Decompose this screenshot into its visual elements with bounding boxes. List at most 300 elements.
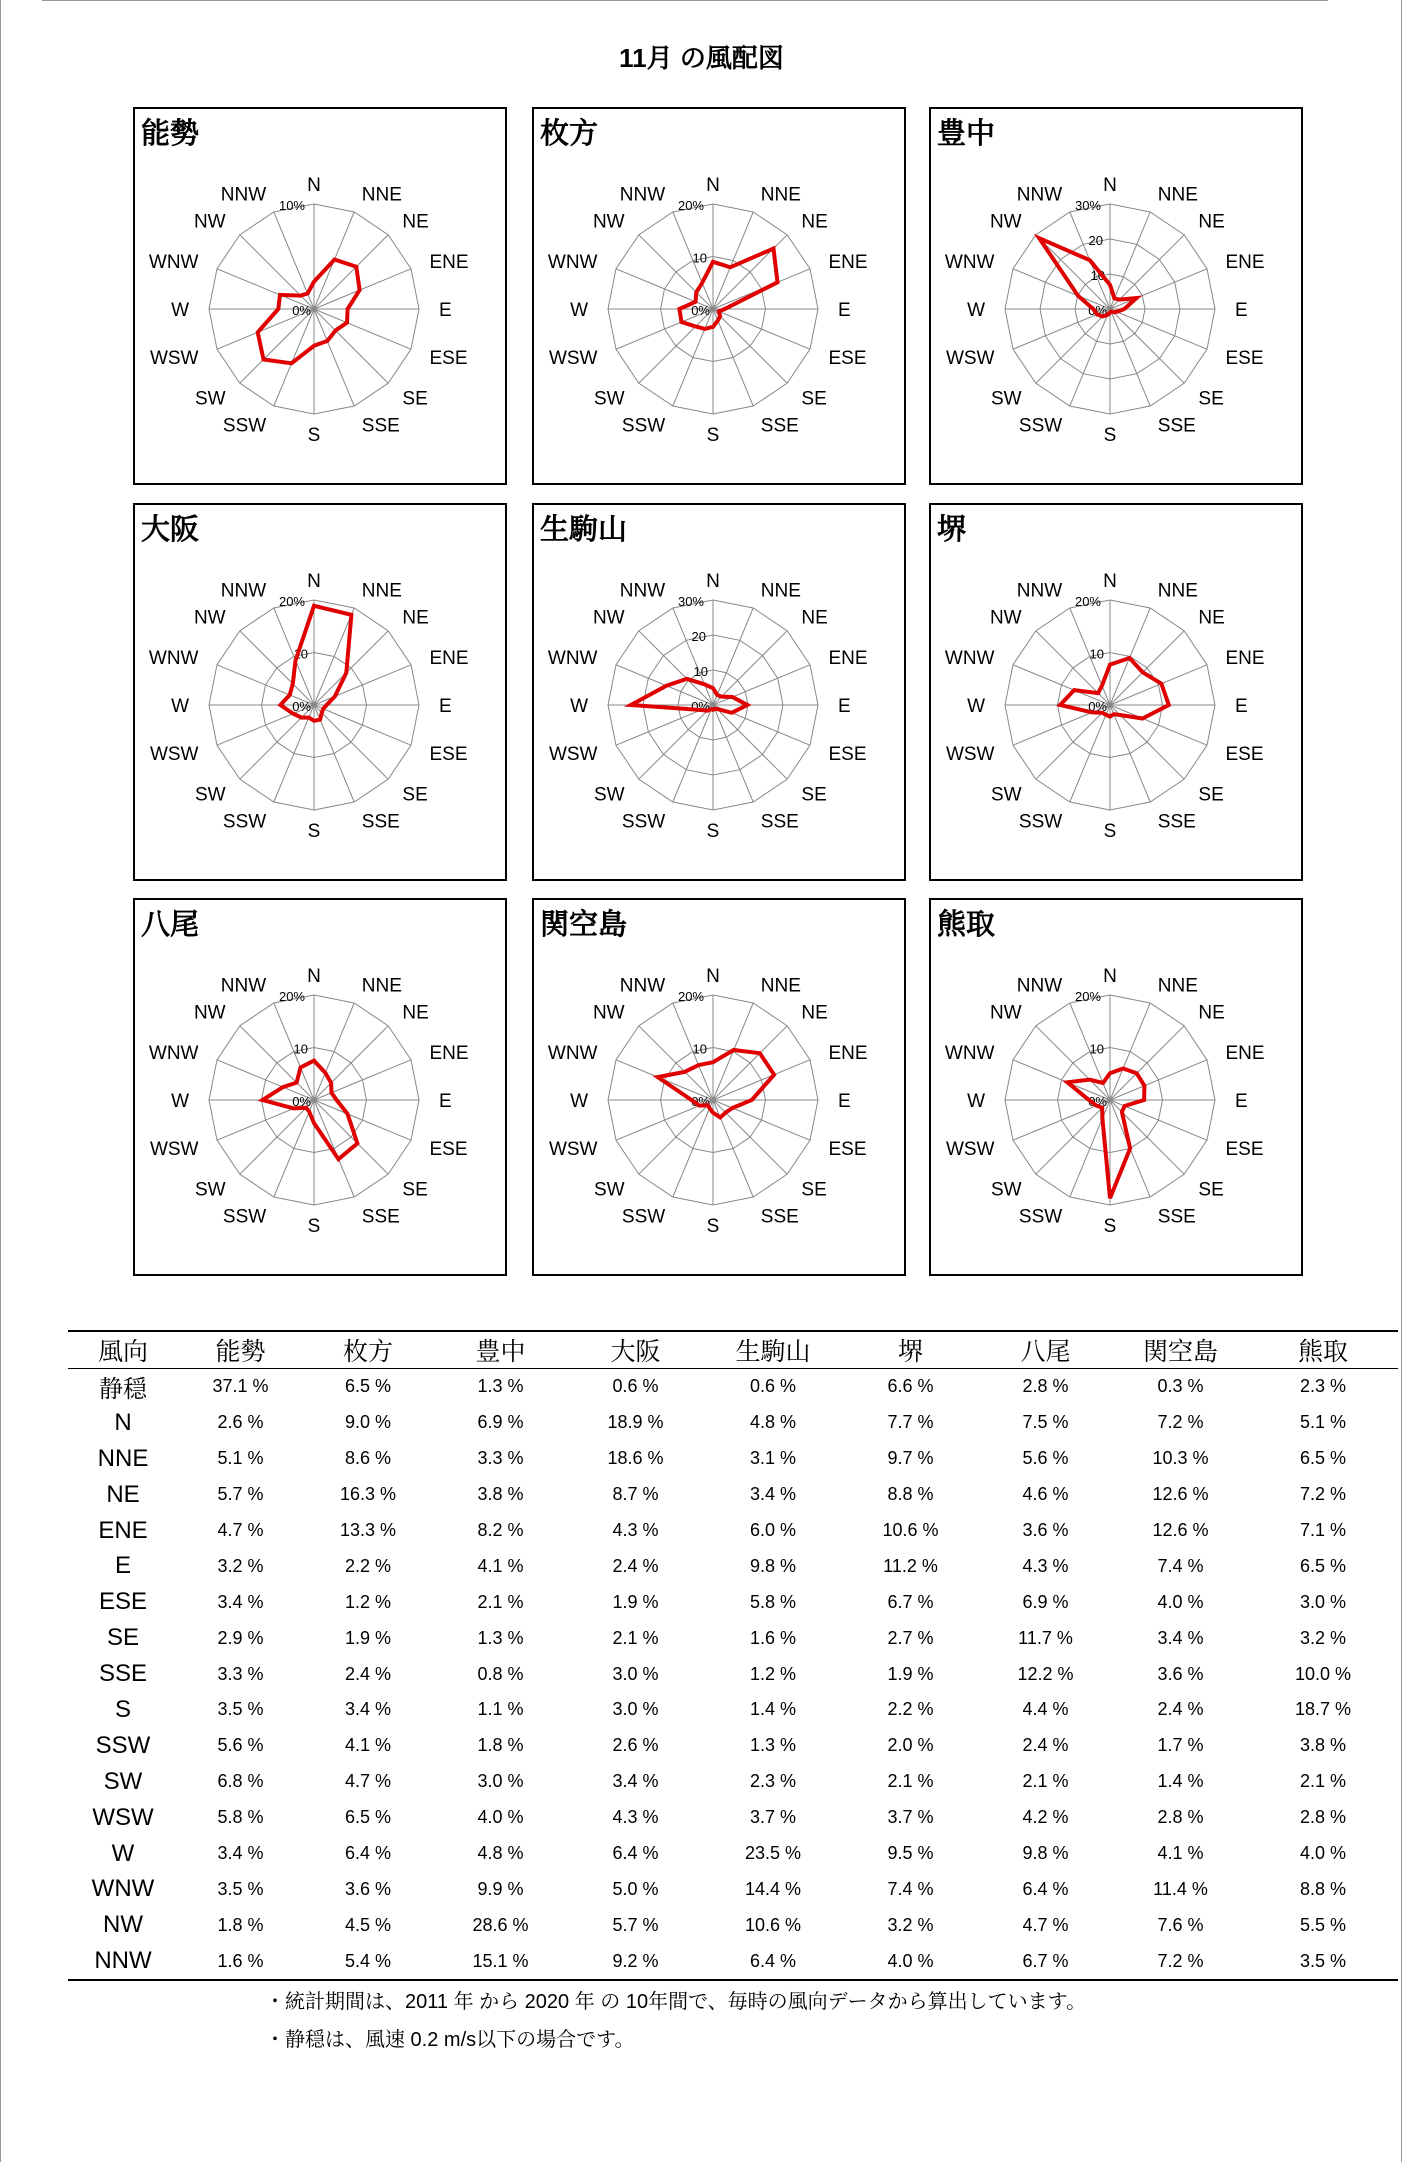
value-cell: 4.3 % <box>612 1807 659 1828</box>
direction-label: SW <box>593 1179 625 1201</box>
value-cell: 11.4 % <box>1153 1878 1208 1899</box>
station-name: 八尾 <box>141 909 200 941</box>
value-cell: 3.6 % <box>344 1878 392 1899</box>
direction-label: SSE <box>361 415 400 437</box>
direction-label: S <box>307 821 321 842</box>
value-cell: 3.5 % <box>217 1878 264 1899</box>
grid-spoke <box>713 1100 787 1174</box>
value-cell: 18.6 % <box>607 1448 664 1469</box>
table-row <box>68 1656 1398 1692</box>
direction-label: SW <box>194 784 226 806</box>
value-cell: 5.7 % <box>612 1914 659 1935</box>
value-cell: 5.4 % <box>303 1943 433 1980</box>
ring-label: 10% <box>278 198 305 213</box>
value-cell: 12.6 % <box>1152 1484 1209 1505</box>
value-cell: 6.5 % <box>344 1807 392 1828</box>
ring-label: 10 <box>1089 646 1104 662</box>
value-cell: 3.5 % <box>1248 1943 1398 1980</box>
value-cell: 4.0 % <box>843 1943 978 1980</box>
value-cell: 6.4 % <box>344 1843 392 1864</box>
direction-label: E <box>838 696 851 717</box>
station-name: 堺 <box>937 514 967 546</box>
value-cell: 1.3 % <box>477 1627 524 1648</box>
value-cell: 9.9 % <box>477 1878 524 1899</box>
direction-label: S <box>307 1216 321 1237</box>
column-header-station: 能勢 <box>178 1331 303 1369</box>
value-cell: 2.1 % <box>1022 1771 1069 1792</box>
direction-label: W <box>570 300 588 321</box>
direction-label: SE <box>801 784 827 806</box>
value-cell: 5.8 % <box>749 1591 797 1612</box>
direction-label: WNW <box>148 1043 199 1065</box>
value-cell: 10.0 % <box>1294 1663 1352 1684</box>
ring-label: 0% <box>691 699 710 714</box>
ring-label: 30% <box>1074 198 1101 213</box>
direction-label: WSW <box>945 743 995 765</box>
value-cell: 3.4 % <box>749 1484 797 1505</box>
value-cell: 1.1 % <box>477 1699 524 1720</box>
value-cell: 2.7 % <box>887 1627 934 1648</box>
value-cell: 6.6 % <box>887 1376 934 1397</box>
value-cell: 0.3 % <box>1157 1376 1204 1397</box>
value-cell: 2.8 % <box>1022 1376 1069 1397</box>
value-cell: 3.4 % <box>217 1843 264 1864</box>
station-name: 生駒山 <box>540 514 628 546</box>
value-cell: 9.7 % <box>887 1448 934 1469</box>
value-cell: 4.0 % <box>1157 1591 1204 1612</box>
value-cell: 6.5 % <box>1299 1448 1347 1469</box>
direction-label: N <box>1103 175 1117 196</box>
grid-spoke <box>1110 1026 1184 1100</box>
direction-label: NNE <box>1157 975 1198 997</box>
direction-label: NNE <box>361 975 402 997</box>
direction-label: NE <box>1198 211 1225 233</box>
value-cell: 4.2 % <box>1022 1807 1069 1828</box>
direction-label: NE <box>402 607 429 629</box>
value-cell: 3.8 % <box>1299 1735 1347 1756</box>
direction-cell: N <box>114 1408 132 1436</box>
value-cell: 2.8 % <box>1157 1807 1204 1828</box>
wind-rose-panel <box>929 107 1303 485</box>
direction-cell: W <box>111 1839 135 1867</box>
table-row <box>68 1477 1398 1513</box>
value-cell: 16.3 % <box>339 1484 397 1505</box>
top-border <box>42 0 1328 1</box>
grid-spoke <box>240 309 314 383</box>
direction-label: WSW <box>548 347 598 369</box>
direction-label: SSE <box>760 415 799 437</box>
direction-label: SE <box>402 784 428 806</box>
column-header-station: 大阪 <box>568 1331 703 1369</box>
direction-label: SW <box>593 388 625 410</box>
table-row <box>68 1584 1398 1620</box>
value-cell: 3.6 % <box>1022 1520 1069 1540</box>
direction-label: SSW <box>222 415 267 437</box>
direction-label: E <box>1235 696 1248 717</box>
value-cell: 5.7 % <box>217 1484 264 1505</box>
value-cell: 3.6 % <box>1157 1663 1204 1684</box>
direction-label: NE <box>1198 1002 1225 1024</box>
value-cell: 4.5 % <box>344 1914 392 1935</box>
table-row <box>68 1513 1398 1549</box>
footnotes <box>265 1983 1086 2059</box>
value-cell: 3.3 % <box>217 1663 264 1684</box>
value-cell: 3.4 % <box>1157 1627 1204 1648</box>
value-cell: 5.1 % <box>1299 1412 1347 1433</box>
grid-spoke <box>713 1026 787 1100</box>
table-row <box>68 1728 1398 1764</box>
value-cell: 10.6 % <box>744 1914 802 1935</box>
direction-label: SE <box>402 388 428 410</box>
ring-label: 10 <box>692 1041 707 1057</box>
value-cell: 2.6 % <box>217 1412 264 1433</box>
footnote-calm: ・静穏は、風速 0.2 m/s以下の場合です。 <box>265 2029 635 2051</box>
value-cell: 3.4 % <box>217 1591 264 1612</box>
value-cell: 4.4 % <box>1022 1699 1069 1720</box>
column-header-station: 生駒山 <box>703 1331 843 1369</box>
column-header-direction: 風向 <box>68 1331 178 1369</box>
direction-label: ENE <box>828 1043 868 1065</box>
grid-spoke <box>314 1026 388 1100</box>
direction-label: NW <box>193 211 226 233</box>
direction-label: NNE <box>361 184 402 206</box>
grid-spoke <box>240 1100 314 1174</box>
station-name: 熊取 <box>937 909 996 941</box>
direction-label: WSW <box>945 347 995 369</box>
value-cell: 3.5 % <box>217 1699 264 1720</box>
direction-label: NNE <box>760 184 801 206</box>
value-cell: 3.2 % <box>217 1555 264 1576</box>
table-row <box>68 1405 1398 1441</box>
direction-label: N <box>307 966 321 987</box>
direction-cell: NE <box>106 1480 140 1508</box>
wind-rose-chart <box>135 505 509 883</box>
value-cell: 7.5 % <box>1022 1412 1069 1433</box>
direction-label: ESE <box>1225 1138 1264 1160</box>
direction-label: NNE <box>760 975 801 997</box>
direction-cell: SE <box>106 1624 139 1652</box>
value-cell: 7.2 % <box>1157 1412 1204 1433</box>
direction-label: SSW <box>1018 415 1063 437</box>
direction-label: NW <box>592 211 625 233</box>
value-cell: 3.1 % <box>749 1448 797 1469</box>
ring-label: 10 <box>1090 268 1105 283</box>
value-cell: 5.8 % <box>217 1807 264 1828</box>
value-cell: 12.2 % <box>1017 1663 1074 1684</box>
value-cell: 4.3 % <box>1022 1555 1069 1576</box>
direction-label: N <box>1103 571 1117 592</box>
direction-label: SE <box>801 1179 827 1201</box>
direction-label: WNW <box>944 648 995 670</box>
page-title: 11月 の風配図 <box>619 43 784 73</box>
direction-label: ESE <box>828 1138 867 1160</box>
direction-label: S <box>1103 425 1117 446</box>
ring-label: 0% <box>691 303 710 318</box>
direction-label: SSE <box>361 811 400 833</box>
direction-label: NW <box>592 1002 625 1024</box>
direction-label: ENE <box>429 1043 469 1065</box>
wind-frequency-series <box>1039 238 1136 316</box>
footnote-period: ・統計期間は、2011 年 から 2020 年 の 10年間で、毎時の風向データから算出しています。 <box>265 1991 1087 2013</box>
value-cell: 4.7 % <box>344 1771 392 1792</box>
value-cell: 1.6 % <box>178 1943 303 1980</box>
value-cell: 8.6 % <box>344 1448 392 1469</box>
direction-label: N <box>307 175 321 196</box>
direction-label: NNW <box>220 580 267 602</box>
grid-spoke <box>639 1100 713 1174</box>
grid-spoke <box>713 309 787 383</box>
value-cell: 3.0 % <box>477 1771 524 1792</box>
value-cell: 1.2 % <box>344 1591 392 1612</box>
direction-label: NE <box>1198 607 1225 629</box>
grid-spoke <box>314 631 388 705</box>
column-header-station: 関空島 <box>1113 1331 1248 1369</box>
direction-label: SSE <box>760 811 799 833</box>
value-cell: 1.3 % <box>749 1735 797 1756</box>
value-cell: 4.8 % <box>749 1412 797 1433</box>
direction-label: NW <box>989 607 1022 629</box>
ring-label: 0% <box>292 699 311 714</box>
direction-label: ENE <box>1225 252 1265 274</box>
ring-label: 20% <box>1074 594 1101 609</box>
direction-label: S <box>706 821 720 842</box>
value-cell: 2.6 % <box>612 1735 659 1756</box>
value-cell: 15.1 % <box>433 1943 568 1980</box>
direction-label: SE <box>402 1179 428 1201</box>
direction-cell: WNW <box>91 1875 155 1903</box>
direction-cell: E <box>114 1552 131 1580</box>
value-cell: 7.7 % <box>887 1412 934 1433</box>
direction-label: E <box>439 300 452 321</box>
direction-label: NNW <box>619 580 666 602</box>
ring-label: 0% <box>1088 303 1107 318</box>
direction-label: ESE <box>828 347 867 369</box>
direction-label: N <box>1103 966 1117 987</box>
ring-label: 10 <box>692 250 707 266</box>
direction-label: SE <box>1198 1179 1224 1201</box>
direction-label: W <box>967 696 985 717</box>
value-cell: 0.6 % <box>749 1376 797 1397</box>
direction-label: WNW <box>547 648 598 670</box>
direction-label: NNE <box>760 580 801 602</box>
value-cell: 4.7 % <box>1022 1914 1069 1935</box>
value-cell: 11.2 % <box>883 1555 938 1576</box>
value-cell: 9.8 % <box>749 1555 797 1576</box>
wind-rose-chart <box>534 109 908 487</box>
ring-label: 0% <box>691 1094 710 1109</box>
wind-rose-panel <box>133 503 507 881</box>
direction-label: NW <box>193 607 226 629</box>
station-name: 豊中 <box>937 118 996 150</box>
value-cell: 3.0 % <box>612 1663 659 1684</box>
value-cell: 7.1 % <box>1299 1520 1347 1540</box>
ring-label: 0% <box>292 1094 311 1109</box>
value-cell: 3.7 % <box>749 1807 797 1828</box>
direction-label: S <box>307 425 321 446</box>
grid-spoke <box>1036 1100 1110 1174</box>
direction-label: NW <box>989 211 1022 233</box>
wind-rose-chart <box>534 900 908 1278</box>
value-cell: 2.4 % <box>612 1555 659 1576</box>
value-cell: 3.3 % <box>477 1448 524 1469</box>
grid-spoke <box>639 705 713 779</box>
direction-label: ESE <box>429 1138 468 1160</box>
direction-label: SSW <box>621 1206 666 1228</box>
table-body <box>68 1369 1398 1981</box>
direction-label: WNW <box>547 252 598 274</box>
direction-cell: SSW <box>95 1731 151 1759</box>
direction-label: WSW <box>548 1138 598 1160</box>
station-name: 大阪 <box>141 514 200 546</box>
value-cell: 6.7 % <box>887 1591 934 1612</box>
wind-rose-panel <box>929 503 1303 881</box>
grid-spoke <box>1110 309 1184 383</box>
direction-label: NE <box>801 211 828 233</box>
direction-label: NNW <box>220 184 267 206</box>
value-cell: 3.2 % <box>887 1914 934 1935</box>
direction-label: ESE <box>1225 347 1264 369</box>
direction-label: ENE <box>828 252 868 274</box>
ring-label: 10 <box>293 646 308 662</box>
direction-label: SW <box>194 388 226 410</box>
right-border <box>1401 0 1402 2162</box>
value-cell: 0.8 % <box>477 1663 524 1684</box>
direction-label: WNW <box>148 252 199 274</box>
direction-label: SSE <box>1157 1206 1196 1228</box>
table-row <box>68 1692 1398 1728</box>
value-cell: 8.8 % <box>1299 1878 1347 1899</box>
table-row <box>68 1441 1398 1477</box>
value-cell: 5.1 % <box>217 1448 264 1469</box>
value-cell: 10.6 % <box>882 1520 939 1540</box>
wind-rose-panel <box>133 898 507 1276</box>
station-name: 枚方 <box>540 118 599 150</box>
table-row <box>68 1369 1398 1405</box>
value-cell: 4.8 % <box>477 1843 524 1864</box>
wind-frequency-series <box>631 679 748 713</box>
table-row <box>68 1764 1398 1800</box>
ring-label: 20 <box>1088 233 1103 248</box>
value-cell: 13.3 % <box>339 1520 397 1540</box>
direction-label: WSW <box>149 1138 199 1160</box>
value-cell: 9.8 % <box>1022 1843 1069 1864</box>
wind-rose-chart <box>534 505 908 883</box>
direction-cell: NNW <box>68 1943 178 1980</box>
ring-label: 30% <box>677 594 704 609</box>
table-row <box>68 1943 1398 1980</box>
column-header-station: 堺 <box>843 1331 978 1369</box>
direction-cell: S <box>114 1695 131 1723</box>
value-cell: 5.6 % <box>217 1735 264 1756</box>
direction-cell: NW <box>103 1911 143 1939</box>
value-cell: 4.1 % <box>1157 1843 1204 1864</box>
value-cell: 4.7 % <box>217 1520 264 1540</box>
grid-spoke <box>713 631 787 705</box>
value-cell: 1.3 % <box>477 1376 524 1397</box>
direction-cell: NNE <box>97 1444 149 1472</box>
wind-rose-chart <box>931 109 1305 487</box>
value-cell: 3.0 % <box>612 1699 659 1720</box>
direction-label: NNW <box>220 975 267 997</box>
direction-label: NNW <box>619 184 666 206</box>
value-cell: 8.8 % <box>887 1484 934 1505</box>
wind-rose-chart <box>135 109 509 487</box>
value-cell: 9.5 % <box>887 1843 934 1864</box>
direction-label: SW <box>990 784 1022 806</box>
station-name: 関空島 <box>540 909 628 941</box>
direction-label: W <box>171 1091 189 1112</box>
ring-label: 10 <box>1089 1041 1104 1057</box>
value-cell: 1.8 % <box>217 1914 264 1935</box>
direction-label: E <box>1235 1091 1248 1112</box>
direction-cell: ENE <box>98 1516 148 1544</box>
value-cell: 23.5 % <box>744 1843 802 1864</box>
direction-label: SSE <box>760 1206 799 1228</box>
ring-label: 10 <box>293 1041 308 1057</box>
value-cell: 7.2 % <box>1299 1484 1347 1505</box>
direction-label: NNE <box>1157 184 1198 206</box>
wind-rose-chart <box>135 900 509 1278</box>
direction-label: S <box>706 425 720 446</box>
value-cell: 10.3 % <box>1152 1448 1209 1469</box>
column-header-station: 豊中 <box>433 1331 568 1369</box>
value-cell: 2.1 % <box>477 1591 524 1612</box>
wind-rose-panel <box>532 898 906 1276</box>
direction-label: SSW <box>621 415 666 437</box>
ring-label: 20% <box>278 594 305 609</box>
value-cell: 12.6 % <box>1152 1520 1209 1540</box>
value-cell: 18.9 % <box>607 1412 664 1433</box>
value-cell: 4.0 % <box>1299 1843 1347 1864</box>
value-cell: 1.6 % <box>749 1627 797 1648</box>
direction-label: E <box>838 300 851 321</box>
value-cell: 14.4 % <box>744 1878 802 1899</box>
direction-label: WNW <box>944 252 995 274</box>
value-cell: 2.4 % <box>344 1663 392 1684</box>
ring-label: 10 <box>693 664 708 679</box>
table-row <box>68 1548 1398 1584</box>
value-cell: 6.5 % <box>1299 1555 1347 1576</box>
value-cell: 2.8 % <box>1299 1807 1347 1828</box>
ring-label: 20% <box>677 989 704 1004</box>
direction-label: ESE <box>1225 743 1264 765</box>
direction-label: NNE <box>361 580 402 602</box>
grid-spoke <box>1036 309 1110 383</box>
ring-label: 20 <box>691 629 706 644</box>
column-header-station: 枚方 <box>303 1331 433 1369</box>
direction-label: N <box>706 966 720 987</box>
value-cell: 6.7 % <box>978 1943 1113 1980</box>
direction-label: W <box>967 300 985 321</box>
direction-label: E <box>838 1091 851 1112</box>
direction-label: S <box>1103 1216 1117 1237</box>
direction-label: NW <box>592 607 625 629</box>
wind-rose-chart <box>931 900 1305 1278</box>
value-cell: 6.4 % <box>703 1943 843 1980</box>
direction-label: ENE <box>1225 648 1265 670</box>
table-row <box>68 1836 1398 1872</box>
table-row <box>68 1871 1398 1907</box>
value-cell: 11.7 % <box>1018 1627 1073 1648</box>
direction-label: SSE <box>361 1206 400 1228</box>
direction-label: NE <box>402 1002 429 1024</box>
ring-label: 0% <box>1088 699 1107 714</box>
station-name: 能勢 <box>141 118 200 150</box>
value-cell: 1.8 % <box>477 1735 524 1756</box>
value-cell: 2.1 % <box>887 1771 934 1792</box>
direction-label: SSW <box>1018 1206 1063 1228</box>
direction-label: WNW <box>148 648 199 670</box>
